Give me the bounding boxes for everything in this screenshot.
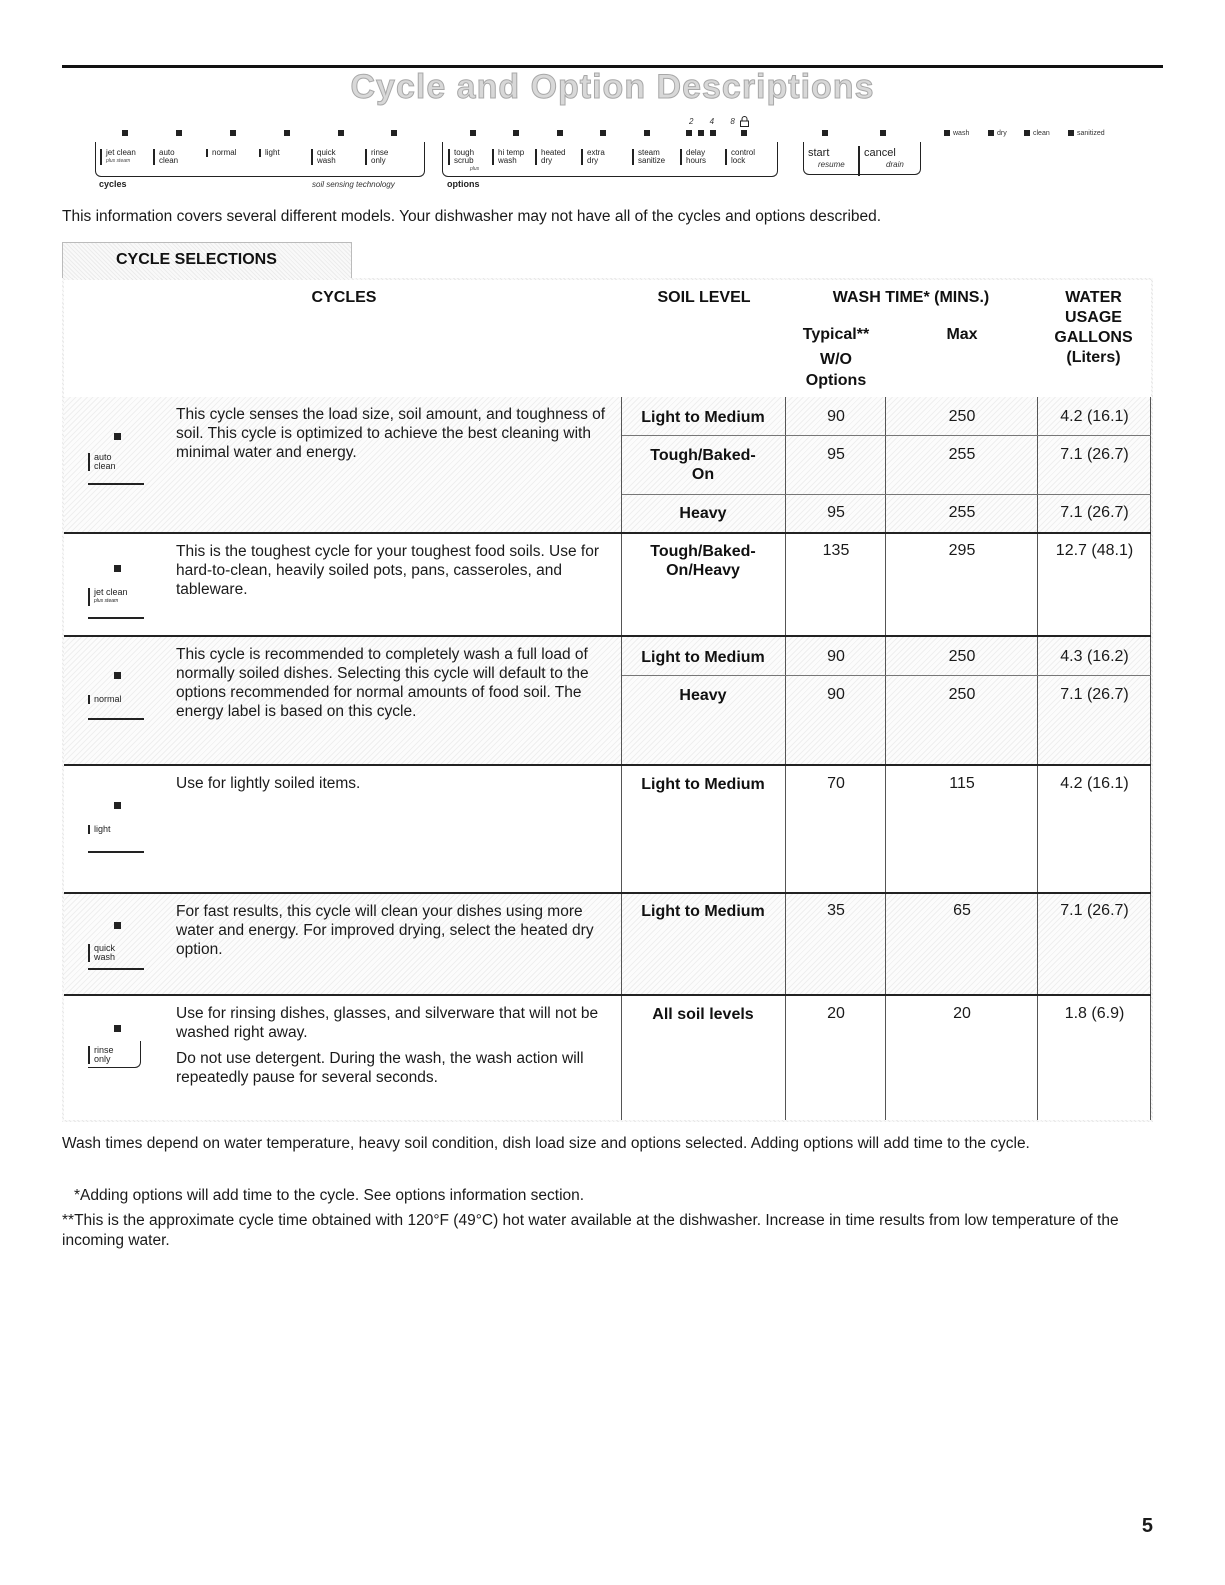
indicator-light [822,130,828,136]
soil-level: Light to Medium [641,776,765,793]
typical-time: 90 [827,648,845,665]
header-water-1: WATER [1065,289,1122,306]
footnote-main: Wash times depend on water temperature, heavy soil condition, dish load size and options selected. Adding options will add time to the cycle. [62,1135,1030,1152]
max-time: 255 [948,446,976,463]
header-water-3: GALLONS [1054,329,1133,346]
status-light-sanitized: sanitized [1068,130,1105,137]
auto-clean-light-icon [114,433,121,440]
start-sub-label: resume [818,160,845,169]
table-row-light [64,766,1151,892]
icon-bracket [88,1041,141,1068]
panel-button-control-lock: control lock [725,149,755,165]
indicator-light [338,130,344,136]
rinse-only-button-icon: rinse only [88,1046,114,1064]
icon-underline [88,483,144,485]
water-usage: 4.3 (16.2) [1060,648,1129,665]
normal-light-icon [114,672,121,679]
indicator-light [686,130,692,136]
quick-wash-button-icon: quick wash [88,944,115,962]
water-usage: 7.1 (26.7) [1060,504,1129,521]
max-time: 250 [948,686,976,703]
options-label: options [447,179,480,189]
panel-button-start: start [808,147,830,159]
header-wo: W/O [820,351,852,368]
typical-time: 95 [827,504,845,521]
cycle-description: Use for rinsing dishes, glasses, and silverware that will not be washed right away. Do not use detergent. During the wash, the wash action will repeatedly pause for several seconds. [176,1005,599,1086]
jet-clean-light-icon [114,565,121,572]
panel-button-hi-temp-wash: hi temp wash [492,149,524,165]
footnote-double-star: **This is the approximate cycle time obtained with 120°F (49°C) hot water available at the dishwasher. Increase in time results from low temperature of the incoming water. [62,1212,1119,1249]
footnote-star: *Adding options will add time to the cycle. See options information section. [74,1187,585,1204]
indicator-light [176,130,182,136]
max-time: 115 [949,775,975,792]
soil-level: Light to Medium [641,903,765,920]
header-soil-level: SOIL LEVEL [657,289,751,306]
indicator-light [470,130,476,136]
soil-level: All soil levels [652,1006,754,1023]
panel-button-quick-wash: quick wash [311,149,336,165]
cancel-sub-label: drain [886,160,904,169]
indicator-light [600,130,606,136]
indicator-light [710,130,716,136]
max-time: 250 [948,408,976,425]
panel-button-jet-clean: jet clean plus steam [100,149,136,165]
indicator-light [644,130,650,136]
table-row-quick-wash [64,894,1151,994]
cycle-description: This cycle is recommended to completely wash a full load of normally soiled dishes. Selecting this cycle will default to the options recommended for normal amounts of food soil. The energy label is based on this cycle. [176,646,589,720]
rinse-only-light-icon [114,1025,121,1032]
water-usage: 12.7 (48.1) [1055,542,1134,559]
icon-underline [88,968,144,970]
soil-level: Tough/Baked- On [650,447,756,483]
intro-text: This information covers several different models. Your dishwasher may not have all of the cycles and options described. [62,208,882,225]
panel-button-normal: normal [206,149,236,157]
typical-time: 95 [827,446,845,463]
panel-button-rinse-only: rinse only [365,149,388,165]
light-light-icon [114,802,121,809]
delay-digits: 2 4 8 [689,117,742,126]
max-time: 255 [948,504,976,521]
soil-level: Tough/Baked- On/Heavy [650,543,756,579]
cycle-selections-table [64,280,1151,1120]
status-light-dry: dry [988,130,1007,137]
header-water-2: USAGE [1065,309,1122,326]
typical-time: 35 [827,902,845,919]
icon-underline [88,851,144,853]
jet-clean-button-icon: jet clean plus steam [88,588,128,606]
table-header [64,280,1151,397]
icon-underline [88,718,144,720]
indicator-light [122,130,128,136]
typical-time: 70 [827,775,845,792]
indicator-light [284,130,290,136]
soil-level: Light to Medium [641,409,765,426]
soil-level: Heavy [679,505,727,522]
lock-icon [740,114,749,125]
header-max: Max [946,326,978,343]
soil-level: Light to Medium [641,649,765,666]
normal-button-icon: normal [88,695,122,704]
panel-button-auto-clean: auto clean [153,149,178,165]
panel-button-steam-sanitize: steam sanitize [632,149,665,165]
indicator-light [391,130,397,136]
cycle-description: Use for lightly soiled items. [176,775,361,792]
status-light-clean: clean [1024,130,1050,137]
typical-time: 20 [827,1005,845,1022]
header-options: Options [805,372,867,389]
light-button-icon: light [88,825,111,834]
cycle-selections-tab: CYCLE SELECTIONS [62,242,352,279]
cycle-description: This is the toughest cycle for your toughest food soils. Use for hard-to-clean, heavily soiled pots, pans, casseroles, and tableware. [176,543,600,598]
typical-time: 135 [822,542,850,559]
water-usage: 4.2 (16.1) [1060,408,1129,425]
panel-button-delay-hours: delay hours [680,149,706,165]
water-usage: 7.1 (26.7) [1060,686,1129,703]
tough-scrub-plus: plus [470,166,480,172]
status-light-wash: wash [944,130,969,137]
indicator-light [513,130,519,136]
indicator-light [698,130,704,136]
sub-row-line [622,675,1151,676]
soil-level: Heavy [679,687,727,704]
soil-sensing-label: soil sensing technology [312,180,395,189]
panel-button-tough-scrub: tough scrub [448,149,474,165]
panel-button-extra-dry: extra dry [581,149,605,165]
divider [858,146,860,176]
panel-button-heated-dry: heated dry [535,149,565,165]
sub-row-line [622,494,1151,495]
max-time: 65 [953,902,971,919]
table-row-rinse-only [64,996,1151,1120]
table-row-jet-clean [64,534,1151,635]
auto-clean-button-icon: auto clean [88,453,116,471]
table-row-normal [64,637,1151,764]
quick-wash-light-icon [114,922,121,929]
header-cycles: CYCLES [311,289,377,306]
indicator-light [880,130,886,136]
icon-underline [88,617,144,619]
table-row-auto-clean [64,397,1151,532]
page-title: Cycle and Option Descriptions [350,68,875,106]
water-usage: 1.8 (6.9) [1064,1005,1125,1022]
typical-time: 90 [827,686,845,703]
water-usage: 7.1 (26.7) [1060,446,1129,463]
cycles-label: cycles [99,179,127,189]
panel-button-cancel: cancel [864,147,896,159]
indicator-light [230,130,236,136]
indicator-light [741,130,747,136]
water-usage: 4.2 (16.1) [1060,775,1129,792]
water-usage: 7.1 (26.7) [1060,902,1129,919]
typical-time: 90 [827,408,845,425]
indicator-light [557,130,563,136]
cycle-description: This cycle senses the load size, soil amount, and toughness of soil. This cycle is optimized to achieve the best cleaning with minimal water and energy. [176,406,606,461]
max-time: 295 [948,542,976,559]
page-number: 5 [1141,1515,1153,1537]
max-time: 250 [948,648,976,665]
header-typical: Typical** [802,326,870,343]
max-time: 20 [953,1005,971,1022]
sub-row-line [622,435,1151,436]
cycle-description: For fast results, this cycle will clean your dishes using more water and energy. For improved drying, select the heated dry option. [176,903,594,958]
panel-button-light: light [259,149,280,157]
header-water-4: (Liters) [1066,349,1121,366]
header-wash-time: WASH TIME* (MINS.) [832,289,990,306]
